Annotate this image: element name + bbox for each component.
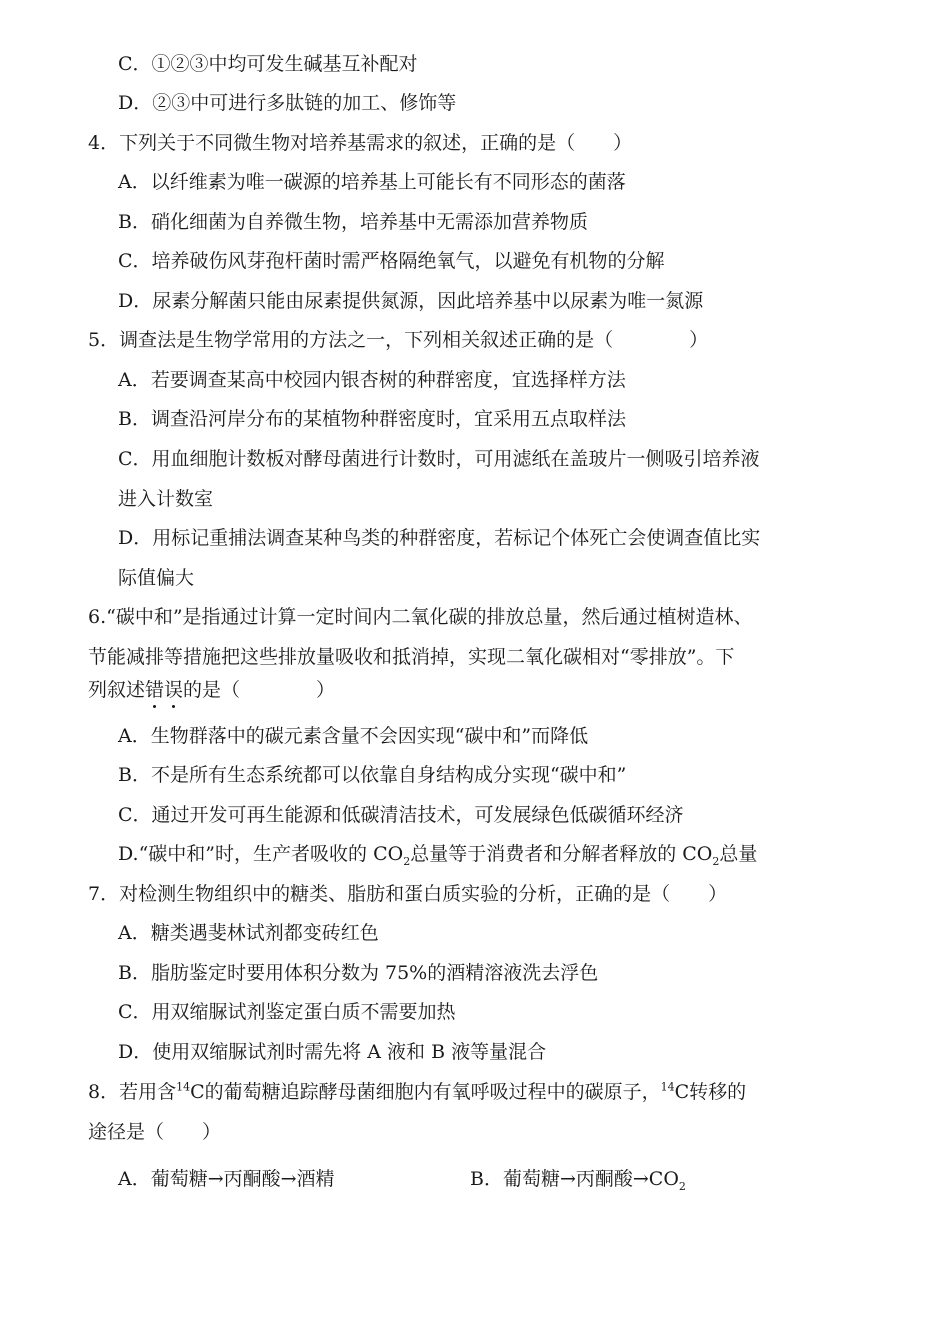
q5-option-b: B．调查沿河岸分布的某植物种群密度时，宜采用五点取样法 — [118, 408, 626, 430]
q7-stem: 7．对检测生物组织中的糖类、脂肪和蛋白质实验的分析，正确的是（ ） — [88, 883, 728, 905]
emphasis-dot-char: 误 — [164, 679, 184, 701]
q6-option-d-text: 总量 — [719, 843, 758, 865]
q3-option-c: C．①②③中均可发生碱基互补配对 — [118, 53, 418, 75]
q5-option-d-line1: D．用标记重捕法调查某种鸟类的种群密度，若标记个体死亡会使调查值比实 — [118, 527, 761, 549]
q7-option-d: D．使用双缩脲试剂时需先将 A 液和 B 液等量混合 — [118, 1041, 547, 1063]
q6-stem-text: 的是（ ） — [183, 679, 336, 701]
q6-option-c: C．通过开发可再生能源和低碳清洁技术，可发展绿色低碳循环经济 — [118, 804, 684, 826]
q6-stem-line1: 6.“碳中和”是指通过计算一定时间内二氧化碳的排放总量，然后通过植树造林、 — [88, 606, 753, 628]
q6-option-d-text: 总量等于消费者和分解者释放的 CO — [410, 843, 713, 865]
q8-stem-line2: 途径是（ ） — [88, 1121, 222, 1143]
emphasis-dot-char: 错 — [145, 679, 165, 701]
q6-stem-line3 — [88, 678, 335, 702]
q6-option-d-text: D.“碳中和”时，生产者吸收的 CO — [118, 843, 404, 865]
q6-option-a: A．生物群落中的碳元素含量不会因实现“碳中和”而降低 — [118, 725, 589, 747]
q8-stem-text: C的葡萄糖追踪酵母菌细胞内有氧呼吸过程中的碳原子， — [190, 1081, 661, 1103]
q7-option-b: B．脂肪鉴定时要用体积分数为 75%的酒精溶液洗去浮色 — [118, 962, 599, 984]
q4-stem: 4．下列关于不同微生物对培养基需求的叙述，正确的是（ ） — [88, 132, 633, 154]
q7-option-a: A．糖类遇斐林试剂都变砖红色 — [118, 922, 379, 944]
q8-stem-line1 — [88, 1080, 746, 1104]
subscript: 2 — [712, 854, 720, 868]
q5-option-a: A．若要调查某高中校园内银杏树的种群密度，宜选择样方法 — [118, 369, 626, 391]
q4-option-a: A．以纤维素为唯一碳源的培养基上可能长有不同形态的菌落 — [118, 171, 626, 193]
q8-stem-text: C转移的 — [674, 1081, 747, 1103]
q3-option-d: D．②③中可进行多肽链的加工、修饰等 — [118, 92, 457, 114]
q6-option-b: B．不是所有生态系统都可以依靠自身结构成分实现“碳中和” — [118, 764, 627, 786]
q5-option-c-line1: C．用血细胞计数板对酵母菌进行计数时，可用滤纸在盖玻片一侧吸引培养液 — [118, 448, 760, 470]
q8-stem-text: 8．若用含 — [88, 1081, 177, 1103]
q4-option-d: D．尿素分解菌只能由尿素提供氮源，因此培养基中以尿素为唯一氮源 — [118, 290, 704, 312]
q8-option-b-text: B．葡萄糖→丙酮酸→CO — [470, 1168, 679, 1190]
q5-option-d-line2: 际值偏大 — [118, 567, 195, 589]
q6-stem-line2: 节能减排等措施把这些排放量吸收和抵消掉，实现二氧化碳相对“零排放”。下 — [88, 646, 735, 668]
subscript: 2 — [678, 1179, 686, 1193]
q8-option-a: A．葡萄糖→丙酮酸→酒精 — [118, 1168, 335, 1190]
q7-option-c: C．用双缩脲试剂鉴定蛋白质不需要加热 — [118, 1001, 456, 1023]
q6-stem-text: 列叙述 — [88, 679, 146, 701]
q4-option-b: B．硝化细菌为自养微生物，培养基中无需添加营养物质 — [118, 211, 588, 233]
q6-option-d — [118, 842, 757, 866]
superscript: 14 — [176, 1080, 191, 1094]
subscript: 2 — [403, 854, 411, 868]
q5-option-c-line2: 进入计数室 — [118, 488, 214, 510]
q5-stem: 5．调查法是生物学常用的方法之一，下列相关叙述正确的是（ ） — [88, 329, 709, 351]
q4-option-c: C．培养破伤风芽孢杆菌时需严格隔绝氧气，以避免有机物的分解 — [118, 250, 665, 272]
q8-option-b — [470, 1167, 686, 1191]
superscript: 14 — [660, 1080, 675, 1094]
